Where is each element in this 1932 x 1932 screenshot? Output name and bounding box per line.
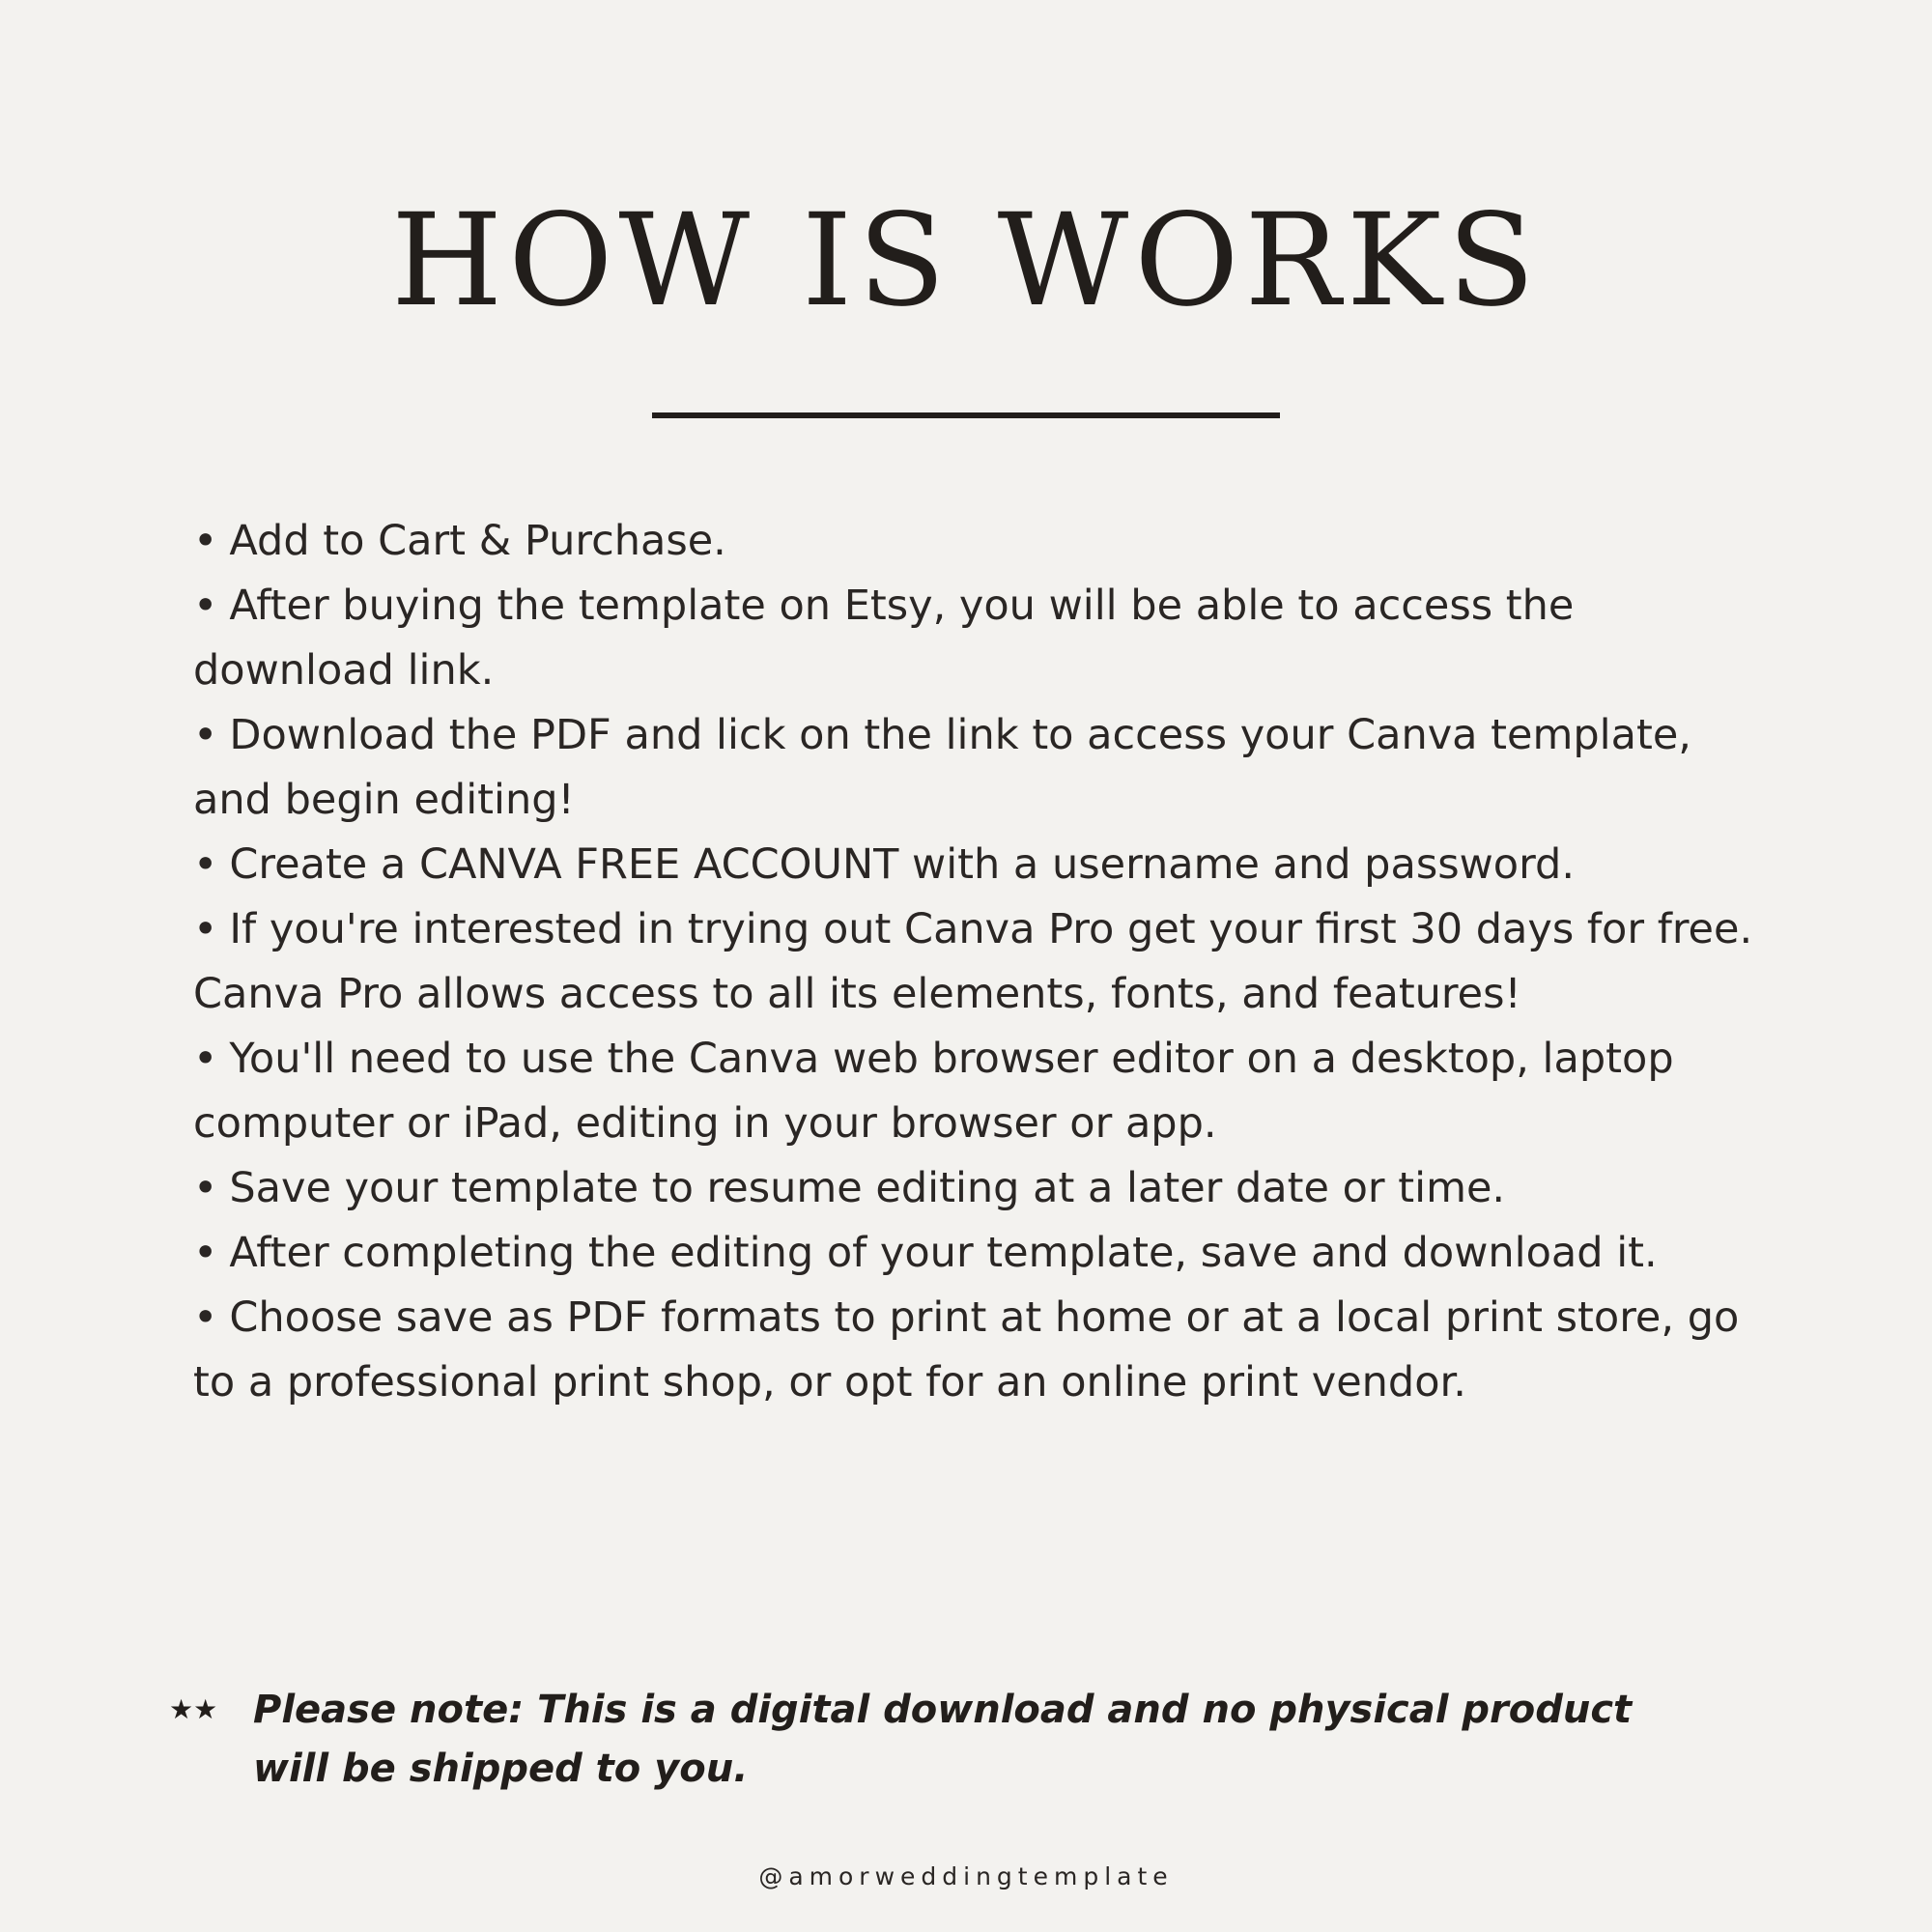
list-item — [193, 833, 1758, 897]
list-item — [193, 897, 1758, 1027]
bullet: • — [193, 711, 218, 759]
bullet: • — [193, 1293, 218, 1342]
step-text: You'll need to use the Canva web browser editor on a desktop, laptop computer or iPad, editing in your browser or app. — [193, 1035, 1674, 1148]
note-text: Please note: This is a digital download and no physical product will be shipped to you. — [253, 1688, 1633, 1791]
list-item — [193, 1027, 1758, 1156]
list-item — [193, 1286, 1758, 1415]
bullet: • — [193, 1164, 218, 1212]
steps-list — [193, 509, 1758, 1415]
list-item — [193, 1156, 1758, 1221]
bullet: • — [193, 517, 218, 565]
shop-handle: @amorweddingtemplate — [758, 1862, 1174, 1890]
bullet: • — [193, 582, 218, 630]
step-text: If you're interested in trying out Canva Pro get your first 30 days for free. Canva Pro allows access to all its elements, fonts, and features! — [193, 905, 1753, 1018]
bullet: • — [193, 1229, 218, 1277]
bullet: • — [193, 840, 218, 889]
digital-download-note — [169, 1681, 1715, 1799]
star-icon: ★★ — [169, 1693, 218, 1725]
list-item — [193, 509, 1758, 574]
step-text: Save your template to resume editing at a later date or time. — [229, 1164, 1506, 1212]
step-text: Choose save as PDF formats to print at home or at a local print store, go to a professional print shop, or opt for an online print vendor. — [193, 1293, 1740, 1406]
bullet: • — [193, 1035, 218, 1083]
step-text: After buying the template on Etsy, you will be able to access the download link. — [193, 582, 1575, 695]
page-title: HOW IS WORKS — [391, 186, 1541, 335]
list-item — [193, 1221, 1758, 1286]
step-text: Create a CANVA FREE ACCOUNT with a username and password. — [229, 840, 1575, 889]
bullet: • — [193, 905, 218, 953]
list-item — [193, 703, 1758, 833]
step-text: After completing the editing of your template, save and download it. — [229, 1229, 1658, 1277]
title-divider — [652, 412, 1280, 418]
step-text: Add to Cart & Purchase. — [229, 517, 726, 565]
step-text: Download the PDF and lick on the link to access your Canva template, and begin editing! — [193, 711, 1691, 824]
list-item — [193, 574, 1758, 703]
